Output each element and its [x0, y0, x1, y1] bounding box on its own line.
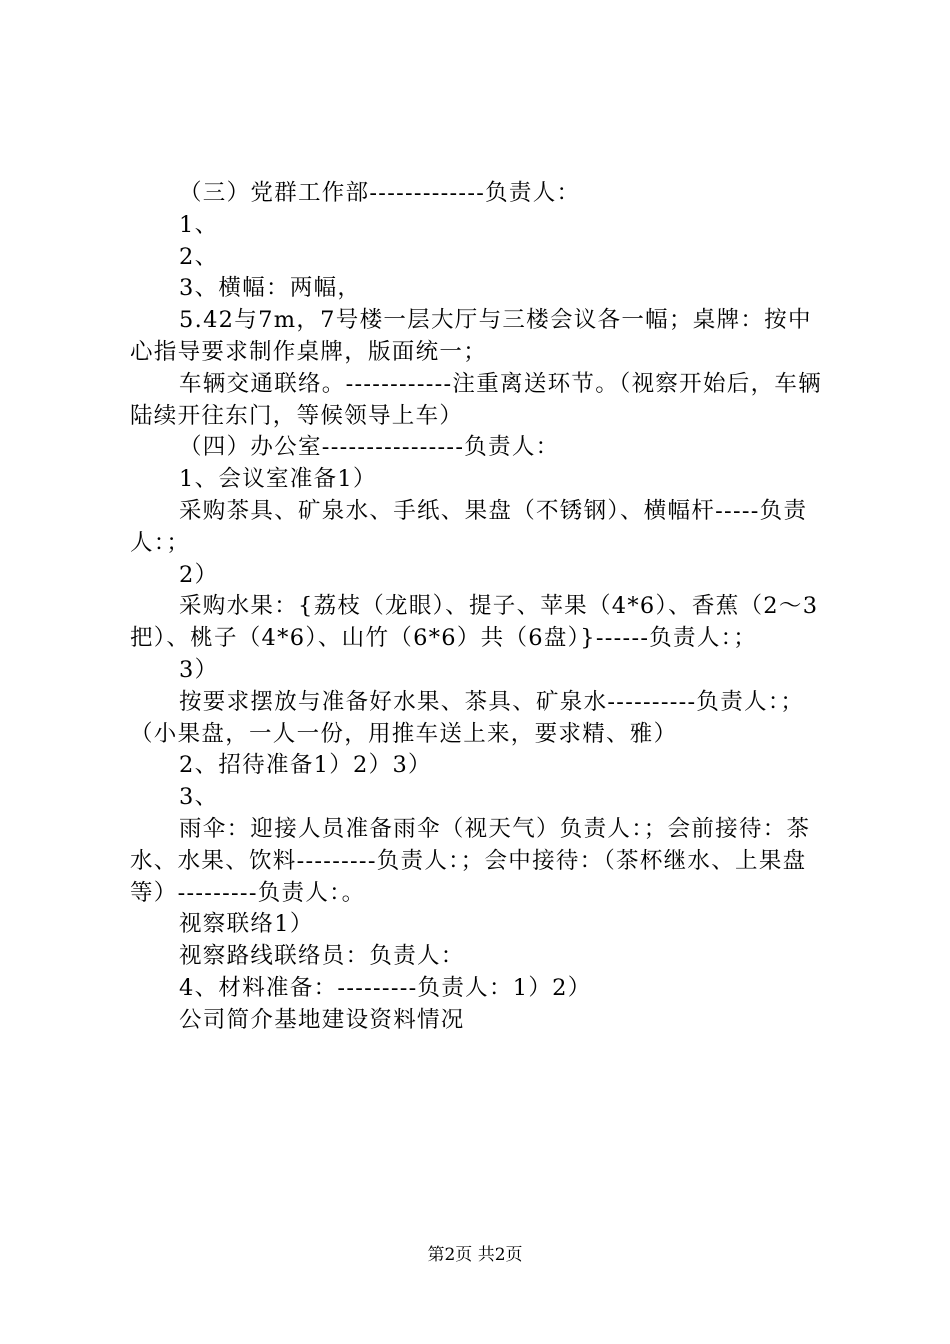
page-footer: 第2页 共2页: [427, 1245, 523, 1265]
paragraph-purchase-fruit: 采购水果：{荔枝（龙眼）、提子、苹果（4*6）、香蕉（2～3把）、桃子（4*6）、山竹（6*6）共（6盘）}------负责人：；: [130, 593, 819, 652]
paragraph-section-4-heading: （四）办公室----------------负责人：: [179, 434, 560, 461]
paragraph-umbrella: 雨伞：迎接人员准备雨伞（视天气）负责人：；会前接待：茶水、水果、饮料---------负责人：；会中接待：（茶杯继水、上果盘等）---------负责人：。: [130, 815, 811, 906]
paragraph-purchase-tea: 采购茶具、矿泉水、手纸、果盘（不锈钢）、横幅杆-----负责人：；: [130, 497, 808, 556]
paragraph-sub-2: 2）: [179, 561, 219, 588]
paragraph-arrange: 按要求摆放与准备好水果、茶具、矿泉水----------负责人：；（小果盘，一人一份，用推车送上来，要求精、雅）: [130, 688, 805, 747]
paragraph-item-2: 2、: [179, 243, 219, 270]
document-body: [130, 178, 835, 1037]
paragraph-meeting-room: 1、会议室准备1）: [179, 466, 377, 493]
paragraph-banner: 3、横幅：两幅，: [179, 275, 362, 302]
paragraph-company-profile: 公司简介基地建设资料情况: [179, 1006, 465, 1033]
paragraph-banner-detail: 5.42与7m，7号楼一层大厅与三楼会议各一幅；桌牌：按中心指导要求制作桌牌，版面统一；: [130, 307, 812, 365]
paragraph-inspection-liaison: 视察联络1）: [179, 911, 314, 938]
paragraph-sub-3: 3）: [179, 656, 219, 683]
paragraph-item-3: 3、: [179, 784, 219, 811]
paragraph-section-3-heading: （三）党群工作部-------------负责人：: [179, 180, 581, 206]
paragraph-materials: 4、材料准备：---------负责人：1）2）: [179, 974, 592, 1001]
paragraph-vehicle: 车辆交通联络。------------注重离送环节。（视察开始后，车辆陆续开往东门，等候领导上车）: [130, 370, 822, 429]
paragraph-reception: 2、招待准备1）2）3）: [179, 752, 432, 779]
paragraph-item-1: 1、: [179, 211, 219, 238]
paragraph-route-liaison: 视察路线联络员：负责人：: [179, 943, 465, 970]
